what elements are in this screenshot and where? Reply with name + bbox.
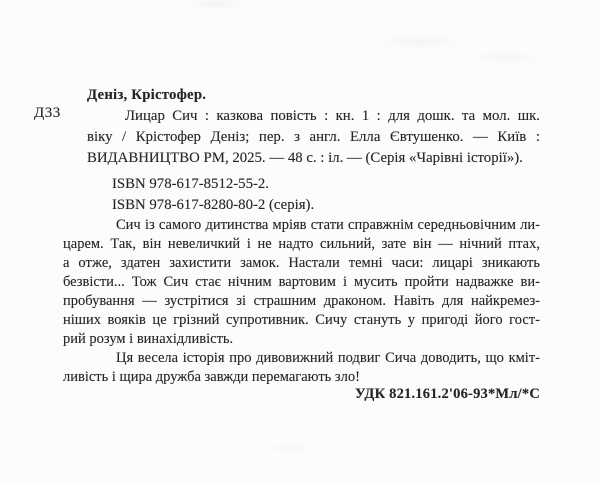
author-heading: Деніз, Крістофер.: [87, 87, 207, 103]
annotation-block: [63, 216, 540, 387]
bibliographic-description-line-3: ВИДАВНИЦТВО РМ, 2025. — 48 с. : іл. — (Серія «Чарівні історії»).: [87, 150, 523, 166]
annotation-paragraph-2: [63, 349, 540, 387]
author-mark-code: Д33: [34, 105, 61, 121]
annotation-paragraph-1: [63, 216, 540, 349]
annotation-p1-line-2: царем. Так, він невеличкий і не надто сильний, зате він — нічний птах,: [63, 236, 540, 252]
cip-block: [87, 85, 540, 216]
isbn-group: [87, 174, 540, 216]
isbn-book: ISBN 978-617-8512-55-2.: [112, 176, 270, 192]
annotation-p1-line-6: ніших вояків це грізний супротивник. Сичу стануть у пригоді його гост-: [63, 312, 540, 328]
annotation-p1-line-1: Сич із самого дитинства мріяв стати справжнім середньовічним ли-: [116, 217, 540, 233]
annotation-p1-line-4: безвісти... Тож Сич стає нічним вартовим і мусить пройти надважке ви-: [63, 274, 540, 290]
annotation-p1-line-3: а отже, здатен захистити замок. Настали темні часи: лицарі зникають: [63, 255, 540, 271]
annotation-p1-line-5: пробування — зустрітися зі страшним драконом. Навіть для найкремез-: [63, 293, 540, 309]
bibliographic-description-line-2: віку / Крістофер Деніз; пер. з англ. Елла Євтушенко. — Київ :: [87, 129, 540, 145]
annotation-p2-line-1: Ця весела історія про дивовижний подвиг Сича доводить, що кміт-: [116, 350, 540, 366]
annotation-p1-line-7: рий розум і винахідливість.: [63, 331, 234, 347]
isbn-series: ISBN 978-617-8280-80-2 (серія).: [112, 197, 315, 213]
udc-code: УДК 821.161.2'06-93*Мл/*С: [355, 386, 540, 402]
annotation-p2-line-2: ливість і щира дружба завжди перемагають зло!: [63, 369, 360, 385]
bibliographic-description-line-1: Лицар Сич : казкова повість : кн. 1 : для дошк. та мол. шк.: [125, 108, 540, 124]
